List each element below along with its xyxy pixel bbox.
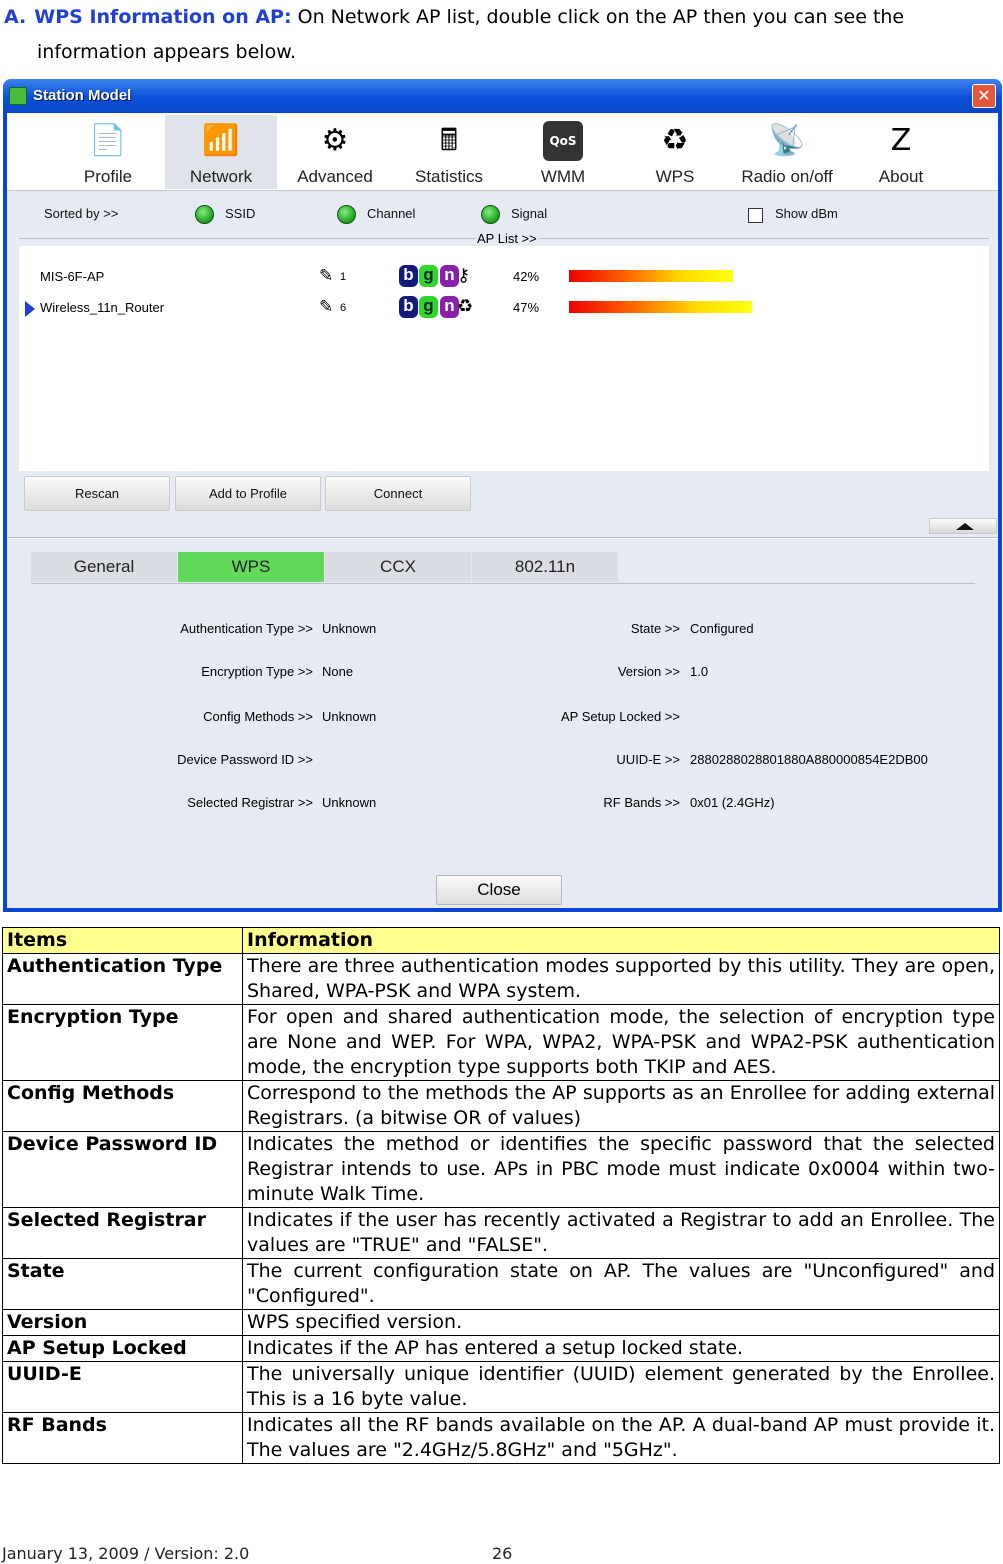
sort-signal-radio[interactable]: [481, 205, 500, 224]
wps-field-value: 0x01 (2.4GHz): [690, 795, 775, 810]
wps-field-label: Selected Registrar >>: [187, 795, 313, 810]
toolbar-label: Statistics: [414, 167, 484, 186]
item-name-cell: Version: [3, 1310, 243, 1336]
selected-row-arrow-icon: [25, 301, 35, 317]
toolbar-profile-button[interactable]: [52, 115, 164, 189]
wps-field-label: Authentication Type >>: [180, 621, 313, 636]
advanced-icon: ⚙: [321, 123, 349, 158]
intro-text-line2: information appears below.: [37, 41, 297, 63]
table-row: [3, 1005, 1000, 1081]
ap-ssid: MIS-6F-AP: [40, 269, 105, 284]
key-icon: ⚷: [457, 265, 471, 285]
mode-g-badge: g: [419, 296, 438, 318]
channel-icon: ✎: [319, 266, 334, 285]
sort-signal-label: Signal: [511, 206, 548, 221]
toolbar-label: WMM: [540, 167, 586, 186]
close-window-button[interactable]: ✕: [972, 84, 996, 108]
sorted-by-label: Sorted by >>: [44, 206, 119, 221]
item-name-cell: State: [3, 1259, 243, 1310]
wps-field-label: Version >>: [617, 664, 680, 679]
about-icon: Z: [890, 123, 912, 158]
item-name-cell: Device Password ID: [3, 1132, 243, 1208]
page-number: 26: [492, 1544, 513, 1563]
item-info-cell: Indicates the method or identifies the specific password that the selected Registrar intends to use. APs in PBC mode must indicate 0x0004 within two-minute Walk Time.: [243, 1132, 1000, 1208]
app-icon: [9, 87, 27, 105]
collapse-arrow-button[interactable]: [929, 518, 997, 534]
ap-list-label: AP List >>: [477, 231, 537, 246]
table-row: [3, 1132, 1000, 1208]
toolbar-advanced-button[interactable]: [279, 115, 391, 189]
toolbar-label: Radio on/off: [741, 167, 833, 186]
item-name-cell: Config Methods: [3, 1081, 243, 1132]
wps-field-label: State >>: [630, 621, 680, 636]
toolbar-wps-button[interactable]: [619, 115, 731, 189]
add-to-profile-button[interactable]: Add to Profile: [175, 476, 321, 511]
table-row: [3, 1208, 1000, 1259]
toolbar-network-button[interactable]: [165, 115, 277, 189]
toolbar: [7, 113, 998, 191]
toolbar-label: Network: [189, 167, 253, 186]
sort-ssid-radio[interactable]: [195, 205, 214, 224]
table-header-cell: Items: [3, 928, 243, 954]
window-title: Station Model: [33, 87, 132, 104]
item-info-cell: The current configuration state on AP. The values are "Unconfigured" and "Configured".: [243, 1259, 1000, 1310]
toolbar-label: Advanced: [297, 167, 373, 186]
tab-wps[interactable]: WPS: [178, 552, 324, 582]
wps-icon: ♻: [457, 296, 474, 316]
wps-field-label: UUID-E >>: [616, 752, 680, 767]
wps-field-value: None: [322, 664, 354, 679]
table-row: [3, 1336, 1000, 1362]
channel-icon: ✎: [319, 297, 334, 316]
table-header-row: [3, 928, 1000, 954]
network-icon: 📶: [202, 123, 240, 158]
items-information-table: [2, 927, 1000, 1464]
item-info-cell: Indicates all the RF bands available on the AP. A dual-band AP must provide it. The values are "2.4GHz/5.8GHz" and "5GHz".: [243, 1413, 1000, 1464]
toolbar-statistics-button[interactable]: [393, 115, 505, 189]
ap-signal-bar: [569, 270, 733, 282]
close-button[interactable]: Close: [436, 875, 562, 905]
item-name-cell: RF Bands: [3, 1413, 243, 1464]
item-name-cell: AP Setup Locked: [3, 1336, 243, 1362]
title-bar[interactable]: [3, 79, 1002, 113]
toolbar-label: About: [878, 167, 924, 186]
wps-field-label: AP Setup Locked >>: [560, 709, 680, 724]
item-info-cell: WPS specified version.: [243, 1310, 1000, 1336]
wps-field-value: Unknown: [322, 621, 377, 636]
table-row: [3, 1362, 1000, 1413]
item-name-cell: Authentication Type: [3, 954, 243, 1005]
toolbar-radio-on-off-button[interactable]: [731, 115, 843, 189]
toolbar-label: Profile: [83, 167, 133, 186]
section-lead: WPS Information on AP:: [34, 6, 292, 28]
wps-field-value: Unknown: [322, 709, 377, 724]
tab-general[interactable]: General: [31, 552, 177, 582]
wps-field-value: 2880288028801880A880000854E2DB00: [690, 752, 928, 767]
sort-channel-radio[interactable]: [337, 205, 356, 224]
section-index: A.: [4, 6, 27, 28]
sort-ssid-label: SSID: [225, 206, 256, 221]
ap-signal-percent: 42%: [513, 269, 540, 284]
item-info-cell: The universally unique identifier (UUID) element generated by the Enrollee. This is a 16 byte value.: [243, 1362, 1000, 1413]
tab-divider: [31, 583, 975, 584]
ap-signal-bar: [569, 301, 752, 313]
table-row: [3, 954, 1000, 1005]
table-header-cell: Information: [243, 928, 1000, 954]
profile-icon: 📄: [89, 123, 127, 158]
mode-n-badge: n: [440, 296, 459, 318]
wps-field-value: Unknown: [322, 795, 377, 810]
table-row: [3, 1259, 1000, 1310]
item-name-cell: UUID-E: [3, 1362, 243, 1413]
intro-paragraph: [4, 0, 1000, 70]
mode-b-badge: b: [399, 296, 418, 318]
table-row: [3, 1310, 1000, 1336]
wps-field-label: Encryption Type >>: [201, 664, 313, 679]
item-name-cell: Selected Registrar: [3, 1208, 243, 1259]
item-info-cell: There are three authentication modes supported by this utility. They are open, Shared, WPA-PSK and WPA system.: [243, 954, 1000, 1005]
station-model-window: [3, 79, 1002, 912]
item-info-cell: Indicates if the AP has entered a setup locked state.: [243, 1336, 1000, 1362]
panel-divider: [7, 538, 998, 539]
toolbar-label: WPS: [655, 167, 695, 186]
wps-field-label: Device Password ID >>: [177, 752, 313, 767]
table-row: [3, 1081, 1000, 1132]
ap-channel: 6: [340, 302, 347, 314]
tab-ccx[interactable]: CCX: [325, 552, 471, 582]
toolbar-about-button[interactable]: [845, 115, 957, 189]
ap-signal-percent: 47%: [513, 300, 540, 315]
tab-80211n[interactable]: 802.11n: [472, 552, 618, 582]
toolbar-wmm-button[interactable]: [507, 115, 619, 189]
wps-field-label: Config Methods >>: [203, 709, 313, 724]
wmm-icon: QoS: [543, 121, 583, 161]
item-name-cell: Encryption Type: [3, 1005, 243, 1081]
ap-ssid: Wireless_11n_Router: [40, 300, 165, 315]
table-row: [3, 1413, 1000, 1464]
radio-icon: 📡: [768, 123, 806, 158]
connect-button[interactable]: Connect: [325, 476, 471, 511]
ap-channel: 1: [340, 271, 347, 283]
item-info-cell: Correspond to the methods the AP supports as an Enrollee for adding external Registrars. (a bitwise OR of values): [243, 1081, 1000, 1132]
footer-date-version: January 13, 2009 / Version: 2.0: [2, 1544, 250, 1563]
show-dbm-checkbox[interactable]: [748, 208, 763, 223]
show-dbm-label: Show dBm: [775, 206, 838, 221]
statistics-icon: 🖩: [440, 123, 458, 158]
item-info-cell: For open and shared authentication mode, the selection of encryption type are None and WEP. For WPA, WPA2, WPA-PSK and WPA2-PSK authentication mode, the encryption type supports both TKIP and AES.: [243, 1005, 1000, 1081]
mode-g-badge: g: [419, 265, 438, 287]
ap-list-row[interactable]: [19, 296, 989, 320]
rescan-button[interactable]: Rescan: [24, 476, 170, 511]
wps-field-value: Configured: [690, 621, 754, 636]
mode-n-badge: n: [440, 265, 459, 287]
sort-channel-label: Channel: [367, 206, 416, 221]
ap-list[interactable]: [19, 246, 989, 471]
wps-icon: ♻: [661, 123, 689, 158]
wps-field-value: 1.0: [690, 664, 709, 679]
window-client: [7, 113, 998, 908]
wps-field-label: RF Bands >>: [603, 795, 680, 810]
item-info-cell: Indicates if the user has recently activated a Registrar to add an Enrollee. The values are "TRUE" and "FALSE".: [243, 1208, 1000, 1259]
ap-list-row[interactable]: [19, 265, 989, 289]
mode-b-badge: b: [399, 265, 418, 287]
intro-text: On Network AP list, double click on the AP then you can see the: [297, 6, 905, 28]
